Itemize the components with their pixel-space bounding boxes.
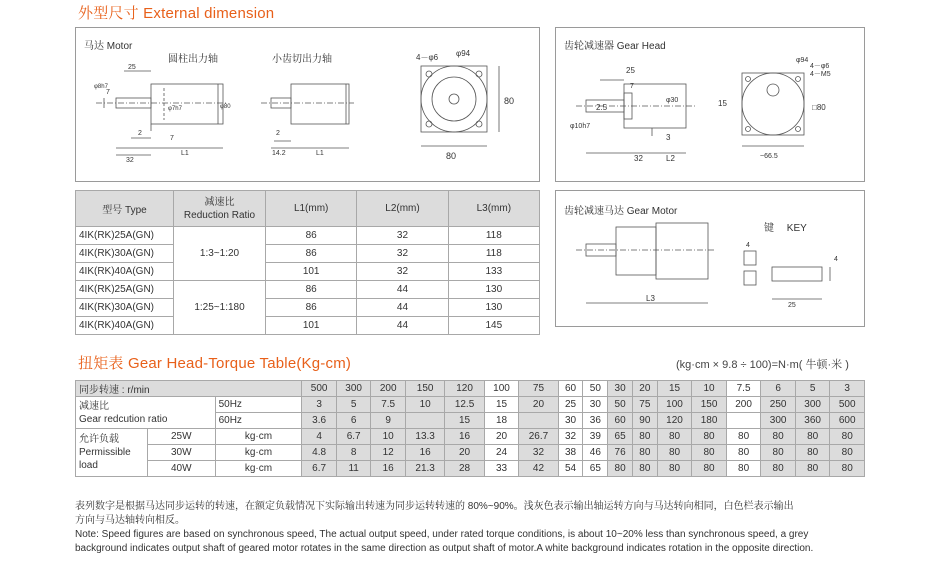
- table-cell: 80: [795, 445, 830, 461]
- table-cell: 20: [484, 429, 519, 445]
- gear-motor-motor-section: [656, 223, 708, 279]
- table-cell: 11: [336, 461, 371, 477]
- table-cell: 80: [761, 461, 796, 477]
- table-cell: 250: [761, 397, 796, 413]
- ratio-label-en: Gear redcution ratio: [79, 413, 168, 425]
- table-cell: 80: [692, 429, 727, 445]
- torque-speed-row: [76, 381, 865, 397]
- table-cell: 5: [336, 397, 371, 413]
- dim-L1: L1: [181, 150, 189, 157]
- header-ratio: 减速比 Reduction Ratio: [174, 191, 266, 227]
- note-cn-line2: 方向与马达轴转向相反。: [75, 515, 185, 526]
- ratio-group-1: 1:3~1:20: [174, 227, 266, 281]
- table-cell: 75: [519, 381, 558, 397]
- gm-dim-4: 4: [746, 242, 750, 249]
- table-cell: 200: [371, 381, 406, 397]
- gh-dim-4-phi6: 4－φ6: [810, 63, 830, 70]
- table-cell: 60: [608, 413, 633, 429]
- table-cell: 4.8: [302, 445, 337, 461]
- table-cell: 150: [692, 397, 727, 413]
- key-label: 键 KEY: [764, 223, 807, 234]
- table-cell: 80: [632, 429, 657, 445]
- table-cell: 360: [795, 413, 830, 429]
- table-cell: 46: [583, 445, 608, 461]
- table-cell: 4: [302, 429, 337, 445]
- table-cell: 80: [726, 429, 761, 445]
- dim-7b: 7: [170, 135, 174, 142]
- motor-body-2: [291, 84, 349, 124]
- gm-dim-25: 25: [788, 302, 796, 309]
- torque-load-row: [76, 445, 865, 461]
- table-cell: 30: [558, 413, 583, 429]
- gm-dim-4b: 4: [834, 256, 838, 263]
- table-cell: 5: [795, 381, 830, 397]
- table-cell: kg·cm: [215, 461, 302, 477]
- gear-head-panel-title: 齿轮减速器 Gear Head: [564, 41, 666, 52]
- table-cell: 9: [371, 413, 406, 429]
- torque-table: [75, 380, 865, 477]
- table-cell: [519, 413, 558, 429]
- dim-phi7: φ7h7: [168, 106, 182, 112]
- torque-load-row: [76, 429, 865, 445]
- table-cell: 15: [657, 381, 692, 397]
- table-cell: 100: [484, 381, 519, 397]
- load-label-cn: 允许负载: [79, 434, 119, 445]
- table-cell: 65: [583, 461, 608, 477]
- gh-dim-4-m5: 4－M5: [810, 71, 831, 78]
- table-cell: 15: [445, 413, 484, 429]
- table-cell: 80: [657, 461, 692, 477]
- table-cell: 80: [830, 461, 865, 477]
- dim-7: 7: [106, 89, 110, 96]
- table-cell: 16: [405, 445, 444, 461]
- table-cell: 21.3: [405, 461, 444, 477]
- dimension-table-header: [76, 191, 540, 227]
- key-side: [772, 267, 822, 281]
- table-cell: 30: [583, 397, 608, 413]
- table-cell: 120: [657, 413, 692, 429]
- table-row: 4IK(RK)40A(GN) 101 32 133: [76, 263, 540, 281]
- table-cell: 30: [608, 381, 633, 397]
- table-cell: kg·cm: [215, 429, 302, 445]
- table-cell: 24: [484, 445, 519, 461]
- table-cell: 40W: [148, 461, 216, 477]
- table-cell: 26.7: [519, 429, 558, 445]
- table-cell: 80: [795, 461, 830, 477]
- load-label: [76, 429, 148, 477]
- gh-dim-32: 32: [634, 154, 643, 163]
- table-cell: 33: [484, 461, 519, 477]
- table-cell: 60Hz: [215, 413, 302, 429]
- table-cell: 80: [830, 445, 865, 461]
- table-cell: 200: [726, 397, 761, 413]
- table-cell: 80: [692, 445, 727, 461]
- gh-dim-15: 15: [718, 99, 727, 108]
- table-cell: 16: [371, 461, 406, 477]
- torque-load-row: [76, 461, 865, 477]
- note-cn-line1: 表列数字是根据马达同步运转的转速，在额定负载情况下实际输出转速为同步运转转速的 80%~90%。浅灰色表示输出轴运转方向与马达转向相同，白色栏表示输出: [75, 501, 794, 512]
- table-cell: 80: [632, 445, 657, 461]
- table-cell: 6.7: [336, 429, 371, 445]
- table-cell: 50: [583, 381, 608, 397]
- table-cell: 32: [558, 429, 583, 445]
- table-cell: 80: [692, 461, 727, 477]
- gear-motor-panel-title: 齿轮减速马达 Gear Motor: [564, 206, 678, 217]
- table-cell: 500: [302, 381, 337, 397]
- dim-L1b: L1: [316, 150, 324, 157]
- table-cell: 90: [632, 413, 657, 429]
- load-label-en1: Permissible: [79, 447, 131, 458]
- dim-14-2: 14.2: [272, 150, 286, 157]
- table-cell: [726, 413, 761, 429]
- gear-motor-drawing-panel: [555, 190, 865, 327]
- table-cell: 10: [405, 397, 444, 413]
- gh-dim-phi10h7: φ10h7: [570, 123, 591, 130]
- table-cell: 80: [761, 429, 796, 445]
- table-cell: 6: [336, 413, 371, 429]
- gh-dim-66-5: ~66.5: [760, 153, 778, 160]
- table-cell: 30W: [148, 445, 216, 461]
- gm-dim-L3: L3: [646, 294, 655, 303]
- table-row: 4IK(RK)30A(GN) 86 44 130: [76, 299, 540, 317]
- table-cell: 100: [657, 397, 692, 413]
- table-cell: [405, 413, 444, 429]
- pinion-shaft-label: 小齿切出力轴: [272, 54, 332, 65]
- dim-2: 2: [138, 130, 142, 137]
- table-cell: 120: [445, 381, 484, 397]
- table-cell: 80: [830, 429, 865, 445]
- table-cell: 3.6: [302, 413, 337, 429]
- gear-head-drawing: [556, 28, 864, 181]
- table-cell: 20: [632, 381, 657, 397]
- table-cell: 20: [519, 397, 558, 413]
- table-cell: 80: [632, 461, 657, 477]
- gear-motor-drawing: [556, 191, 864, 326]
- table-cell: 150: [405, 381, 444, 397]
- gh-dim-3: 3: [666, 133, 671, 142]
- table-cell: 18: [484, 413, 519, 429]
- external-dimension-heading: 外型尺寸 External dimension: [78, 5, 275, 22]
- table-cell: 25: [558, 397, 583, 413]
- table-cell: 300: [761, 413, 796, 429]
- table-cell: 36: [583, 413, 608, 429]
- header-l1: L1(mm): [266, 191, 357, 227]
- table-cell: 7.5: [726, 381, 761, 397]
- table-cell: 3: [830, 381, 865, 397]
- torque-ratio-50hz-row: [76, 397, 865, 413]
- gh-dim-L2: L2: [666, 154, 675, 163]
- torque-unit-formula: (kg·cm × 9.8 ÷ 100)=N·m( 牛顿·米 ): [676, 359, 849, 371]
- table-row: 4IK(RK)25A(GN) 1:3~1:20 86 32 118: [76, 227, 540, 245]
- round-shaft-label: 圆柱出力轴: [168, 54, 218, 65]
- table-cell: 50: [608, 397, 633, 413]
- motor-body-1: [151, 84, 223, 124]
- dim-2b: 2: [276, 130, 280, 137]
- table-cell: 10: [371, 429, 406, 445]
- table-cell: 42: [519, 461, 558, 477]
- note-en-line2: background indicates output shaft of geared motor rotates in the same direction as output shaft of motor.A white background indicates rotation in the opposite direction.: [75, 543, 814, 554]
- table-cell: 38: [558, 445, 583, 461]
- dim-4-phi6: 4－φ6: [416, 53, 439, 62]
- table-cell: 75: [632, 397, 657, 413]
- table-cell: 300: [336, 381, 371, 397]
- table-cell: 12.5: [445, 397, 484, 413]
- table-cell: 10: [692, 381, 727, 397]
- table-cell: 39: [583, 429, 608, 445]
- gear-head-drawing-panel: [555, 27, 865, 182]
- ratio-group-2: 1:25~1:180: [174, 281, 266, 335]
- header-l2: L2(mm): [357, 191, 448, 227]
- gh-dim-phi30: φ30: [666, 97, 679, 104]
- gh-dim-25: 25: [626, 66, 635, 75]
- dim-80-vertical: 80: [504, 96, 515, 106]
- table-cell: 12: [371, 445, 406, 461]
- dim-25: 25: [128, 64, 136, 71]
- table-cell: 3: [302, 397, 337, 413]
- table-cell: 15: [484, 397, 519, 413]
- table-cell: 80: [657, 429, 692, 445]
- table-cell: 50Hz: [215, 397, 302, 413]
- dim-32: 32: [126, 157, 134, 164]
- table-cell: 600: [830, 413, 865, 429]
- table-cell: 80: [657, 445, 692, 461]
- table-cell: 80: [608, 461, 633, 477]
- table-cell: 300: [795, 397, 830, 413]
- table-cell: 6: [761, 381, 796, 397]
- dim-phi94: φ94: [456, 49, 471, 58]
- table-cell: 80: [795, 429, 830, 445]
- table-cell: 7.5: [371, 397, 406, 413]
- dim-80-horizontal: 80: [446, 151, 457, 161]
- table-cell: 80: [726, 461, 761, 477]
- dimension-table: [75, 190, 540, 335]
- table-cell: 20: [445, 445, 484, 461]
- header-type: 型号 Type: [76, 191, 174, 227]
- table-cell: 8: [336, 445, 371, 461]
- table-cell: 6.7: [302, 461, 337, 477]
- gh-dim-phi94: φ94: [796, 57, 809, 64]
- header-l3: L3(mm): [448, 191, 539, 227]
- table-cell: 180: [692, 413, 727, 429]
- motor-panel-title: 马达 Motor: [84, 41, 133, 52]
- table-row: 4IK(RK)25A(GN) 1:25~1:180 86 44 130: [76, 281, 540, 299]
- motor-drawing: [76, 28, 539, 181]
- gh-dim-7: 7: [630, 83, 634, 90]
- dim-phi80: φ80: [220, 104, 231, 110]
- table-cell: 16: [445, 429, 484, 445]
- table-cell: 同步转速 : r/min: [76, 381, 302, 397]
- motor-drawing-panel: [75, 27, 540, 182]
- ratio-label: [76, 397, 216, 429]
- table-row: 4IK(RK)30A(GN) 86 32 118: [76, 245, 540, 263]
- table-cell: 25W: [148, 429, 216, 445]
- gh-dim-sq80: □80: [812, 103, 826, 112]
- ratio-label-cn: 减速比: [79, 400, 109, 412]
- table-cell: 76: [608, 445, 633, 461]
- torque-table-heading: 扭矩表 Gear Head-Torque Table(Kg-cm): [78, 355, 352, 372]
- table-cell: 60: [558, 381, 583, 397]
- table-cell: 13.3: [405, 429, 444, 445]
- dim-phi8h7: φ8h7: [94, 84, 108, 90]
- notes: [75, 500, 875, 556]
- table-cell: 80: [761, 445, 796, 461]
- note-en-line1: Note: Speed figures are based on synchronous speed, The actual output speed, under rated torque conditions, is about 10~20% less than synchronous speed, a grey: [75, 529, 809, 540]
- load-label-en2: load: [79, 460, 98, 471]
- gh-dim-2-5: 2.5: [596, 103, 608, 112]
- table-cell: 80: [726, 445, 761, 461]
- table-cell: 65: [608, 429, 633, 445]
- table-cell: 500: [830, 397, 865, 413]
- table-cell: kg·cm: [215, 445, 302, 461]
- table-row: 4IK(RK)40A(GN) 101 44 145: [76, 317, 540, 335]
- key-front: [744, 251, 756, 265]
- table-cell: 28: [445, 461, 484, 477]
- table-cell: 32: [519, 445, 558, 461]
- table-cell: 54: [558, 461, 583, 477]
- gear-motor-gear-section: [616, 227, 656, 275]
